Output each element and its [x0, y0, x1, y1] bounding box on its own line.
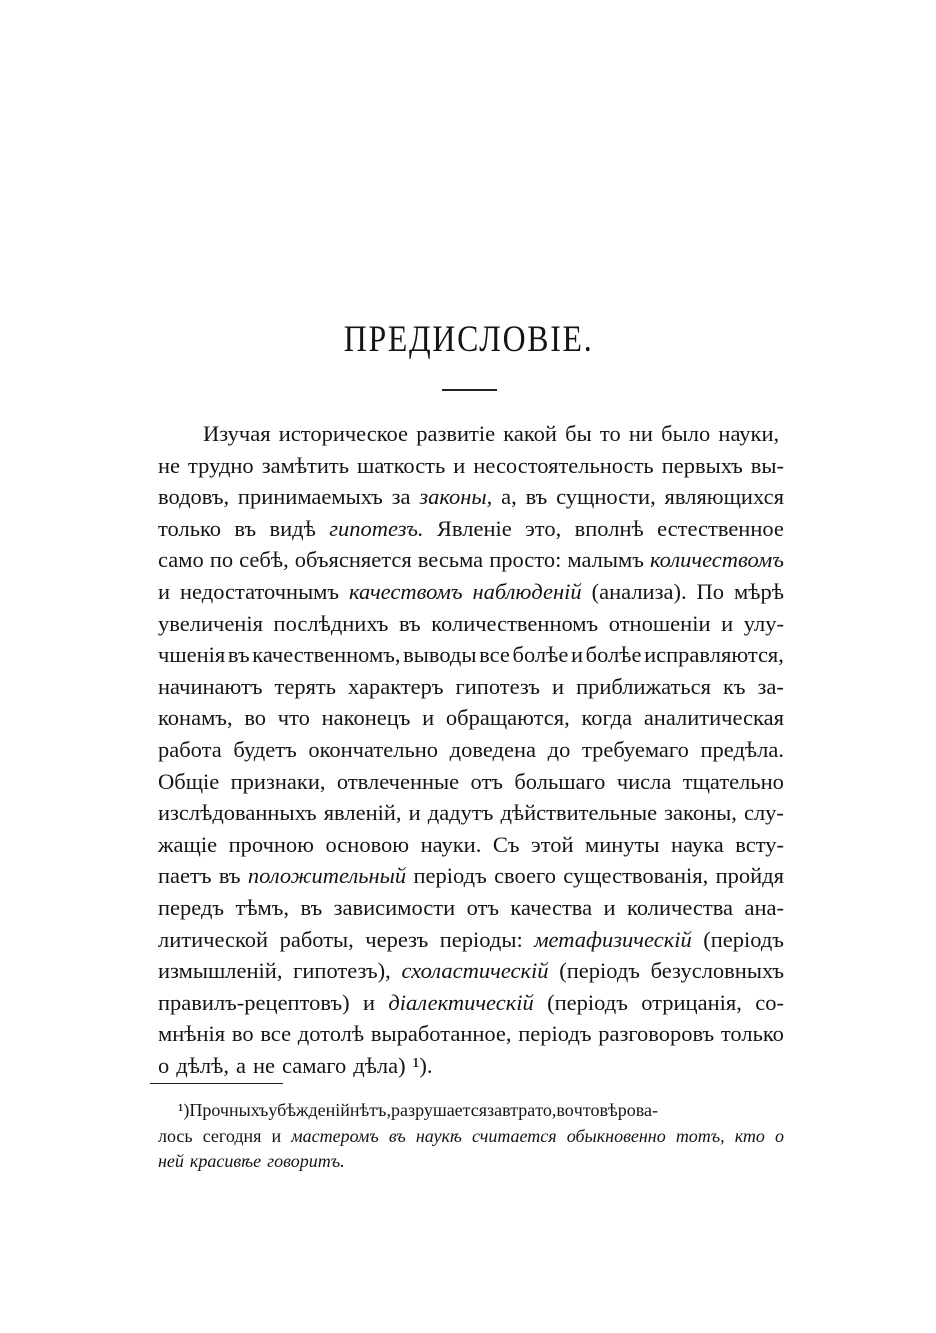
body-word: періодъ	[413, 863, 487, 889]
body-word: наука	[671, 831, 724, 857]
body-word: въ	[398, 610, 421, 636]
body-word: періодъ	[518, 1021, 592, 1047]
body-word: (анализа).	[591, 578, 687, 604]
body-line	[158, 702, 784, 734]
body-word: чшенія	[158, 642, 226, 668]
body-word: ана-	[744, 894, 784, 920]
body-word: само	[158, 547, 204, 573]
body-word: самаго	[282, 1052, 347, 1078]
footnote-word: мастеромъ	[291, 1125, 379, 1146]
body-word: увеличенія	[158, 610, 263, 636]
footnote-word: кто	[734, 1125, 765, 1146]
body-word: требуемаго	[581, 736, 689, 762]
body-word: признаки,	[230, 768, 326, 794]
body-word: тщательно	[682, 768, 784, 794]
body-word: начинаютъ	[158, 673, 263, 699]
footnote-word: вѣрова-	[599, 1100, 659, 1120]
body-line	[158, 797, 784, 829]
body-word: приближаться	[576, 673, 711, 699]
footnote-divider	[150, 1083, 283, 1084]
body-line	[158, 1050, 784, 1082]
footnote-word: и	[271, 1125, 282, 1146]
body-word: характеръ	[348, 673, 444, 699]
body-word: терять	[274, 673, 337, 699]
footnote-word: красивѣе	[189, 1151, 262, 1171]
body-word: (періодъ	[703, 926, 784, 952]
body-word: аналитическая	[643, 705, 784, 731]
body-word: ни	[628, 421, 653, 446]
footnote-word: о	[774, 1125, 784, 1146]
body-word: и	[422, 705, 435, 731]
body-word: числа	[616, 768, 672, 794]
footnote-word: считается	[471, 1125, 557, 1146]
body-word: водовъ,	[158, 484, 230, 510]
body-word: отвлеченные	[336, 768, 460, 794]
body-line	[158, 576, 784, 608]
body-word: положительный	[247, 863, 407, 889]
body-word: этой	[531, 831, 574, 857]
body-word: изслѣдованныхъ	[158, 800, 317, 826]
body-word: болѣе	[512, 642, 569, 668]
body-line	[158, 987, 784, 1019]
body-line	[158, 860, 784, 892]
body-word: что	[277, 705, 310, 731]
body-word: и	[408, 800, 421, 826]
body-word: во	[231, 1021, 254, 1047]
footnote-word: ¹)	[178, 1100, 190, 1120]
body-word: и	[570, 642, 584, 668]
body-word: передъ	[158, 894, 225, 920]
footnote-word: завтра	[487, 1100, 536, 1120]
body-line	[158, 734, 784, 766]
body-word: паетъ	[158, 863, 212, 889]
body-word: своего	[494, 863, 556, 889]
body-line	[158, 924, 784, 956]
body-word: жащіе	[158, 831, 218, 857]
footnote-word: въ	[388, 1125, 406, 1146]
body-word: по	[209, 547, 234, 573]
body-line	[158, 671, 784, 703]
body-word: Явленіе	[436, 515, 512, 541]
body-word: за-	[757, 673, 784, 699]
body-word: гипотезъ.	[329, 515, 424, 541]
body-word: качественномъ,	[252, 642, 401, 668]
body-word: всту-	[735, 831, 784, 857]
body-word: количества	[627, 894, 734, 920]
body-word: а	[235, 1052, 246, 1078]
body-word: количествомъ	[649, 547, 784, 573]
body-word: слу-	[743, 800, 784, 826]
body-word: (періодъ	[559, 958, 640, 984]
body-word: пройдя	[715, 863, 784, 889]
body-word: и	[552, 673, 565, 699]
footnote-word: ней	[158, 1151, 184, 1171]
body-word: существованія,	[563, 863, 709, 889]
body-word: предѣла.	[700, 736, 784, 762]
body-word: конамъ,	[158, 705, 233, 731]
footnote-word: говоритъ.	[267, 1151, 345, 1171]
body-word: отъ	[466, 894, 499, 920]
body-word: отношеніи	[608, 610, 711, 636]
body-word: безусловныхъ	[650, 958, 784, 984]
footnote-word: убѣжденій	[268, 1100, 350, 1120]
body-word: естественное	[657, 515, 784, 541]
body-line	[158, 892, 784, 924]
footnote-word: сегодня	[202, 1125, 262, 1146]
body-word: развитіе	[416, 421, 496, 446]
body-word: въ	[525, 484, 548, 510]
body-word: въ	[227, 642, 250, 668]
body-line	[158, 513, 784, 545]
body-word: сущности,	[556, 484, 656, 510]
body-word: ¹).	[412, 1052, 433, 1078]
footnote-word: лось	[158, 1125, 193, 1146]
body-word: дадутъ	[427, 800, 494, 826]
body-word: обращаются,	[445, 705, 570, 731]
body-word: трудно	[188, 452, 254, 478]
body-word: окончательно	[308, 736, 438, 762]
body-word: Изучая	[203, 421, 271, 446]
body-word: просто:	[489, 547, 562, 573]
body-word: и	[603, 894, 616, 920]
body-word: метафизическій	[534, 926, 692, 952]
body-word: было	[661, 421, 711, 446]
body-word: отрицанія,	[641, 989, 742, 1015]
body-word: законы,	[664, 800, 737, 826]
body-word: принимаемыхъ	[237, 484, 383, 510]
body-word: минуты	[584, 831, 660, 857]
body-word: а,	[501, 484, 517, 510]
body-word: правилъ-рецептовъ)	[158, 989, 350, 1015]
body-word: только	[158, 515, 222, 541]
body-word: и	[158, 578, 171, 604]
body-line	[158, 829, 784, 861]
body-word: дѣйствительные	[500, 800, 658, 826]
body-word: работы,	[279, 926, 354, 952]
body-line	[158, 766, 784, 798]
body-word: мнѣнія	[158, 1021, 226, 1047]
body-word: только	[720, 1021, 784, 1047]
body-word: видѣ	[269, 515, 316, 541]
footnote-word: Прочныхъ	[189, 1100, 269, 1120]
body-line	[158, 639, 784, 671]
body-word: въ	[300, 894, 323, 920]
body-word: замѣтить	[261, 452, 350, 478]
body-word: весьма	[417, 547, 484, 573]
body-word: объясняется	[294, 547, 412, 573]
body-word: шаткость	[357, 452, 446, 478]
body-word: черезъ	[365, 926, 429, 952]
title-divider	[442, 389, 497, 391]
preface-paragraph	[158, 418, 784, 1081]
footnote-word: наукѣ	[415, 1125, 462, 1146]
body-word: вполнѣ	[574, 515, 644, 541]
body-word: до	[547, 736, 571, 762]
body-word: науки,	[718, 421, 780, 446]
body-word: исправляются,	[644, 642, 784, 668]
body-word: По	[696, 578, 725, 604]
body-word: схоластическій	[401, 958, 549, 984]
body-word: себѣ,	[239, 547, 289, 573]
body-word: доведена	[449, 736, 536, 762]
footnote-word: тотъ,	[675, 1125, 725, 1146]
body-word: Общіе	[158, 768, 220, 794]
body-word: во	[244, 705, 267, 731]
footnote-word: обыкновенно	[566, 1125, 666, 1146]
body-word: тѣмъ,	[235, 894, 290, 920]
body-word: большаго	[514, 768, 606, 794]
body-word: количественномъ	[431, 610, 599, 636]
footnote-word: разрушается	[390, 1100, 488, 1120]
footnote-word: что	[573, 1100, 600, 1120]
body-word: о	[158, 1052, 170, 1078]
body-word: основою	[325, 831, 410, 857]
body-word: наконецъ	[321, 705, 411, 731]
footnote-word: нѣтъ,	[349, 1100, 391, 1120]
body-word: науки.	[420, 831, 482, 857]
body-word: Съ	[492, 831, 520, 857]
body-word: явленій,	[323, 800, 402, 826]
body-word: литической	[158, 926, 269, 952]
body-word: то	[599, 421, 621, 446]
body-word: и	[453, 452, 466, 478]
body-word: со-	[755, 989, 784, 1015]
body-word: вы-	[750, 452, 784, 478]
body-word: и	[721, 610, 734, 636]
body-word: все	[479, 642, 510, 668]
body-word: будетъ	[233, 736, 297, 762]
body-line	[158, 418, 784, 450]
body-word: гипотезъ	[455, 673, 541, 699]
body-word: гипотезъ),	[293, 958, 391, 984]
body-word: зависимости	[333, 894, 456, 920]
footnote-word: то,	[535, 1100, 557, 1120]
body-word: законы,	[419, 484, 493, 510]
body-word: улу-	[743, 610, 784, 636]
body-word: это,	[525, 515, 562, 541]
body-word: (періодъ	[547, 989, 628, 1015]
body-word: бы	[565, 421, 592, 446]
footnote-line	[158, 1149, 784, 1175]
body-word: все	[260, 1021, 292, 1047]
footnote-word: во	[556, 1100, 574, 1120]
body-word: измышленій,	[158, 958, 283, 984]
body-word: діалектическій	[388, 989, 534, 1015]
body-word: къ	[722, 673, 746, 699]
body-line	[158, 608, 784, 640]
body-word: послѣднихъ	[273, 610, 389, 636]
body-line	[158, 544, 784, 576]
body-word: не	[252, 1052, 276, 1078]
footnote	[158, 1098, 784, 1175]
footnote-line	[158, 1098, 784, 1124]
body-word: и	[362, 989, 375, 1015]
body-word: дѣла)	[353, 1052, 406, 1078]
body-line	[158, 450, 784, 482]
body-word: выработанное,	[370, 1021, 512, 1047]
body-word: отъ	[470, 768, 503, 794]
body-word: прочною	[228, 831, 314, 857]
body-word: дѣлѣ,	[176, 1052, 229, 1078]
footnote-line	[158, 1124, 784, 1150]
body-word: несостоятельность	[473, 452, 654, 478]
page-title: ПРЕДИСЛОВІЕ.	[343, 319, 594, 360]
body-word: работа	[158, 736, 222, 762]
body-word: историческое	[278, 421, 409, 446]
body-word: въ	[234, 515, 257, 541]
body-line	[158, 481, 784, 513]
body-word: періоды:	[439, 926, 523, 952]
body-word: качествомъ	[349, 578, 463, 604]
body-word: не	[158, 452, 181, 478]
body-word: разговоровъ	[598, 1021, 715, 1047]
body-word: наблюденій	[472, 578, 582, 604]
body-word: какой	[503, 421, 557, 446]
body-word: малымъ	[567, 547, 644, 573]
body-word: болѣе	[585, 642, 642, 668]
body-word: являющихся	[664, 484, 784, 510]
body-word: за	[391, 484, 411, 510]
body-word: недостаточнымъ	[180, 578, 340, 604]
body-line	[158, 955, 784, 987]
body-word: въ	[218, 863, 241, 889]
body-word: качества	[510, 894, 593, 920]
body-word: дотолѣ	[297, 1021, 365, 1047]
body-word: первыхъ	[661, 452, 743, 478]
body-word: выводы	[403, 642, 477, 668]
body-word: мѣрѣ	[734, 578, 784, 604]
body-line	[158, 1018, 784, 1050]
body-word: когда	[581, 705, 633, 731]
